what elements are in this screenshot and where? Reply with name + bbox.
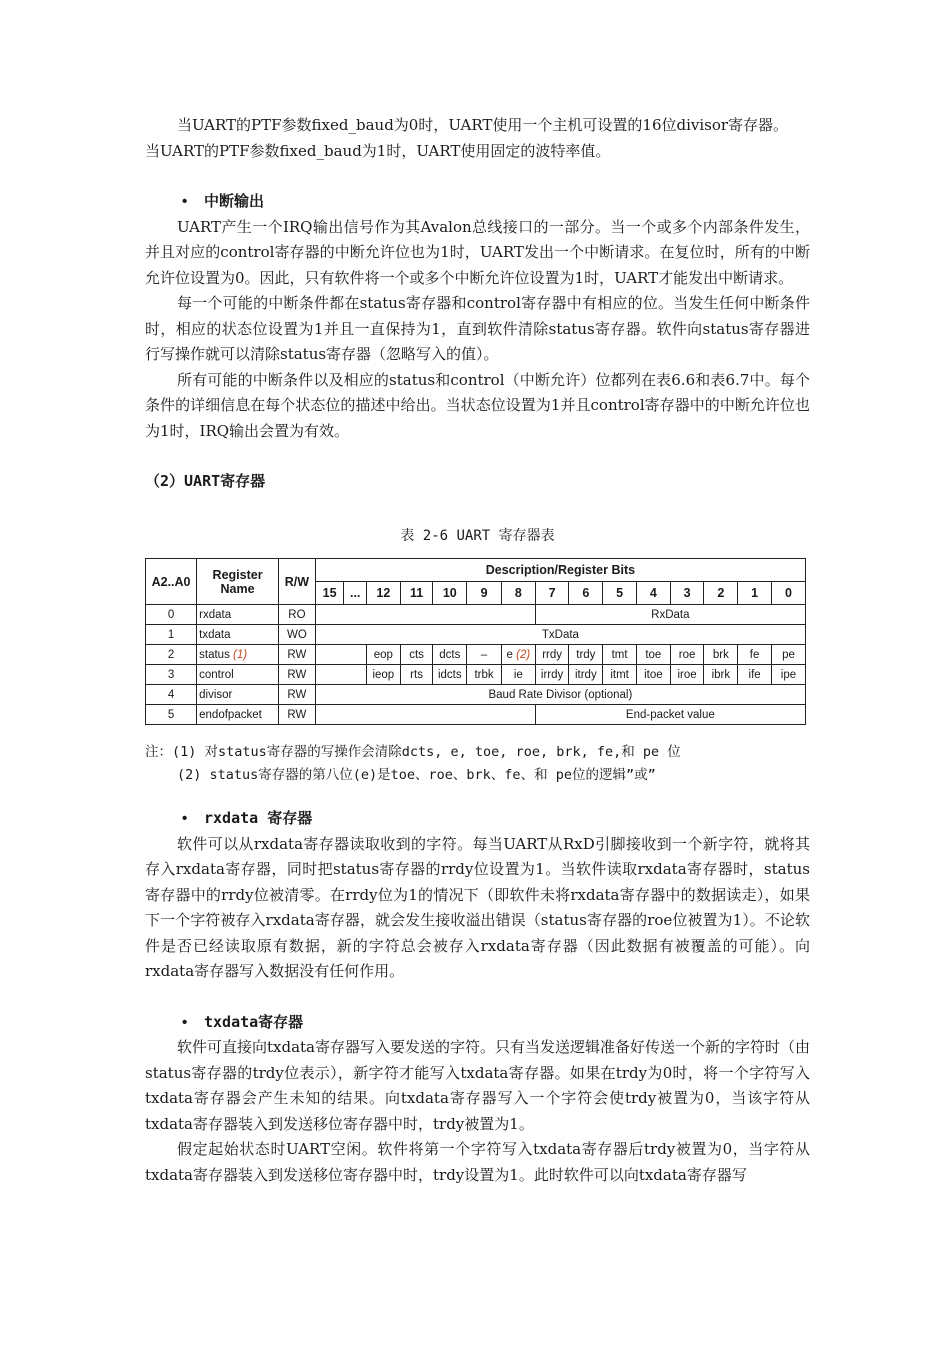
cell-register-name: endofpacket [197,705,279,725]
cell-register-name: control [197,665,279,685]
rxdata-title: rxdata 寄存器 [204,809,313,827]
table-caption: 表 2-6 UART 寄存器表 [400,528,555,544]
footnote-marker: (2) [516,648,531,661]
interrupt-paragraph-1: UART产生一个IRQ输出信号作为其Avalon总线接口的一部分。当一个或多个内部条件发生，并且对应的control寄存器的中断允许位也为1时，UART发出一个中断请求。在复位时，所有的中断允许位设置为0。因此，只有软件将一个或多个中断允许位设置为1时，UART才能发出中断请求。 [145,217,810,287]
header-address: A2..A0 [146,559,197,605]
document-page [145,113,810,1188]
cell-address: 3 [146,665,197,685]
interrupt-heading [182,189,810,215]
bit-header: 11 [400,582,433,605]
cell-bit: iroe [670,665,704,685]
bit-header: 8 [501,582,535,605]
cell-rw: RW [278,685,315,705]
footnote-marker: (1) [233,648,248,661]
cell-bit: – [467,645,502,665]
cell-bit: itoe [636,665,670,685]
bit-header: 4 [636,582,670,605]
header-description: Description/Register Bits [315,559,805,582]
cell-bit: dcts [433,645,467,665]
header-register-name: Register Name [197,559,279,605]
cell-bit: ie [501,665,535,685]
cell-bit: rts [400,665,433,685]
bit-header: 9 [467,582,502,605]
cell-rw: RW [278,645,315,665]
cell-bit: trdy [569,645,603,665]
cell-bit: eop [366,645,400,665]
table-row [146,625,806,645]
cell-address: 1 [146,625,197,645]
cell-address: 4 [146,685,197,705]
cell-bit: toe [636,645,670,665]
cell-unused [315,645,366,665]
table-row [146,705,806,725]
cell-rw: RW [278,665,315,685]
bit-header: 2 [704,582,738,605]
cell-bit: itrdy [569,665,603,685]
interrupt-title: 中断输出 [204,192,265,210]
bit-header: 7 [535,582,569,605]
cell-bit: irrdy [535,665,569,685]
bullet-icon: • [182,1013,188,1031]
cell-rw: RO [278,605,315,625]
table-notes [145,741,810,787]
cell-field: Baud Rate Divisor (optional) [315,685,805,705]
cell-address: 5 [146,705,197,725]
cell-bit: ife [738,665,772,685]
cell-bit: roe [670,645,704,665]
cell-bit: e (2) [501,645,535,665]
cell-bit: ieop [366,665,400,685]
cell-unused [315,665,366,685]
cell-address: 2 [146,645,197,665]
table-row [146,685,806,705]
cell-bit: rrdy [535,645,569,665]
cell-rw: WO [278,625,315,645]
txdata-paragraph-1: 软件可直接向txdata寄存器写入要发送的字符。只有当发送逻辑准备好传送一个新的字符时（由status寄存器的trdy位表示），新字符才能写入txdata寄存器。如果在trdy为0时，将一个字符写入txdata寄存器会产生未知的结果。向txdata寄存器写入一个字符会使trdy被置为0，当该字符从txdata寄存器装入到发送移位寄存器中时，trdy被置为1。 [145,1038,811,1133]
baud-paragraph-line1: 当UART的PTF参数fixed_baud为0时，UART使用一个主机可设置的16位divisor寄存器。 [177,116,789,134]
bit-header: 5 [603,582,637,605]
interrupt-paragraph-2: 每一个可能的中断条件都在status寄存器和control寄存器中有相应的位。当发生任何中断条件时，相应的状态位设置为1并且一直保持为1，直到软件清除status寄存器。软件向status寄存器进行写操作就可以清除status寄存器（忽略写入的值）。 [145,294,810,363]
cell-field: RxData [535,605,805,625]
cell-register-name: rxdata [197,605,279,625]
bit-header: ... [344,582,367,605]
cell-bit: ibrk [704,665,738,685]
cell-bit: brk [704,645,738,665]
table-row [146,605,806,625]
cell-unused [315,605,535,625]
rxdata-heading [182,806,810,832]
cell-address: 0 [146,605,197,625]
txdata-heading [182,1010,810,1036]
cell-bit: fe [738,645,772,665]
note-2: (2) status寄存器的第八位(e)是toe、roe、brk、fe、和 pe位的逻辑”或” [177,767,656,783]
cell-register-name: status (1) [197,645,279,665]
table-row [146,665,806,685]
cell-bit: ipe [771,665,805,685]
cell-field: TxData [315,625,805,645]
bit-header: 3 [670,582,704,605]
bit-header: 10 [433,582,467,605]
bullet-icon: • [182,810,188,827]
bullet-icon: • [182,193,188,210]
rxdata-paragraph: 软件可以从rxdata寄存器读取收到的字符。每当UART从RxD引脚接收到一个新字符，就将其存入rxdata寄存器，同时把status寄存器的rrdy位设置为1。当软件读取rxdata寄存器时，status寄存器中的rrdy位被清零。在rrdy位为1的情况下（即软件未将rxdata寄存器中的数据读走），如果下一个字符被存入rxdata寄存器，就会发生接收溢出错误（status寄存器的roe位被置为1）。不论软件是否已经读取原有数据，新的字符总会被存入rxdata寄存器（因此数据有被覆盖的可能）。向rxdata寄存器写入数据没有任何作用。 [145,834,810,980]
cell-bit: pe [771,645,805,665]
baud-paragraph-line2: 当UART的PTF参数fixed_baud为1时，UART使用固定的波特率值。 [145,141,611,160]
cell-field: End-packet value [535,705,805,725]
uart-register-table [145,558,806,725]
cell-register-name: txdata [197,625,279,645]
cell-rw: RW [278,705,315,725]
cell-bit: tmt [603,645,637,665]
bit-header: 0 [771,582,805,605]
cell-register-name: divisor [197,685,279,705]
interrupt-paragraph-3: 所有可能的中断条件以及相应的status和control（中断允许）位都列在表6.6和表6.7中。每个条件的详细信息在每个状态位的描述中给出。当状态位设置为1并且control寄存器中的中断允许位也为1时，IRQ输出会置为有效。 [145,370,810,440]
bit-header: 6 [569,582,603,605]
txdata-paragraph-2: 假定起始状态时UART空闲。软件将第一个字符写入txdata寄存器后trdy被置为0，当字符从txdata寄存器装入到发送移位寄存器中时，trdy设置为1。此时软件可以向txdata寄存器写 [145,1140,810,1184]
table-row [146,645,806,665]
cell-bit: cts [400,645,433,665]
cell-bit: itmt [603,665,637,685]
bit-header: 1 [738,582,772,605]
cell-bit: trbk [467,665,502,685]
cell-bit: idcts [433,665,467,685]
bit-header: 12 [366,582,400,605]
header-rw: R/W [278,559,315,605]
cell-unused [315,705,535,725]
txdata-title: txdata寄存器 [204,1012,304,1031]
section-heading-uart-registers: （2）UART寄存器 [145,472,266,490]
bit-header: 15 [315,582,344,605]
note-1: 注：(1) 对status寄存器的写操作会清除dcts, e, toe, roe, brk, fe,和 pe 位 [145,744,681,760]
